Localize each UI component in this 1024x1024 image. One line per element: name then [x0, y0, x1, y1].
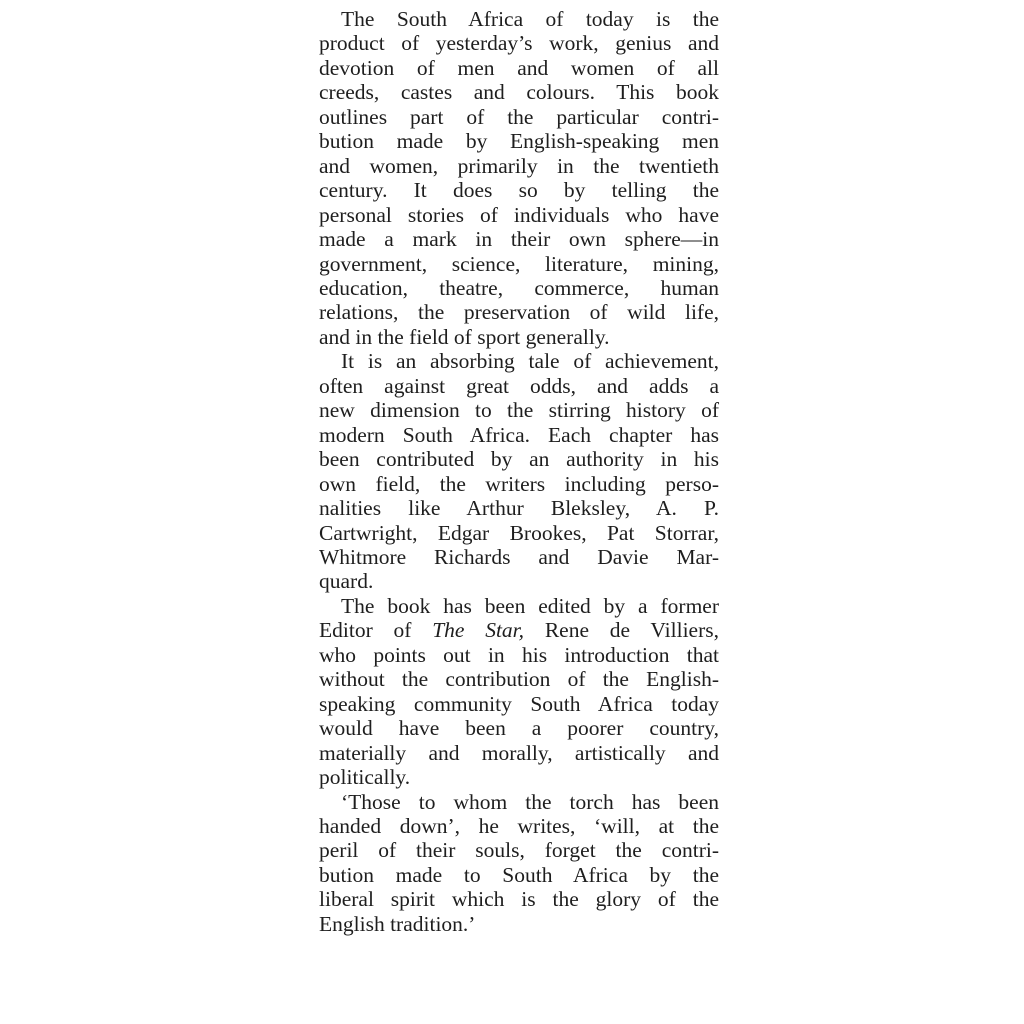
newspaper-title: The Star, [432, 618, 525, 643]
text-line: The South Africa of today is the [341, 7, 719, 31]
text-line: quard. [319, 569, 374, 594]
text-line: government, science, literature, mining, [319, 251, 719, 276]
text-line: own field, the writers including perso- [319, 471, 719, 496]
text-line: Whitmore Richards and Davie Mar- [319, 544, 719, 569]
text-line: been contributed by an authority in his [319, 447, 719, 472]
paragraph-3 [319, 594, 719, 790]
text-line: who points out in his introduction that [319, 642, 719, 667]
text-line: Cartwright, Edgar Brookes, Pat Storrar, [319, 520, 719, 545]
text-line: The book has been edited by a former [341, 593, 719, 618]
text-line: speaking community South Africa today [319, 691, 719, 716]
text-line: peril of their souls, forget the contri- [319, 838, 719, 863]
text-line: nalities like Arthur Bleksley, A. P. [319, 496, 719, 521]
text-line: bution made to South Africa by the [319, 862, 719, 887]
text-line: education, theatre, commerce, human [319, 275, 719, 300]
text-line: creeds, castes and colours. This book [319, 80, 719, 105]
text-line: modern South Africa. Each chapter has [319, 422, 719, 447]
text-line: product of yesterday’s work, genius and [319, 31, 719, 56]
text-line: new dimension to the stirring history of [319, 398, 719, 423]
text-line: would have been a poorer country, [319, 716, 719, 741]
text-line: often against great odds, and adds a [319, 373, 719, 398]
paragraph-2 [319, 349, 719, 594]
text-line: ‘Those to whom the torch has been [341, 789, 719, 814]
text-line: without the contribution of the English- [319, 667, 719, 692]
text-line: and in the field of sport generally. [319, 324, 610, 349]
text-line [319, 618, 719, 642]
text-line: made a mark in their own sphere—in [319, 227, 719, 252]
text-fragment: Editor of [319, 618, 433, 643]
text-line: materially and morally, artistically and [319, 740, 719, 765]
text-line: relations, the preservation of wild life, [319, 300, 719, 325]
text-column [319, 7, 719, 936]
text-line: century. It does so by telling the [319, 178, 719, 203]
paragraph-4 [319, 790, 719, 937]
text-line: English tradition.’ [319, 911, 476, 936]
text-line: handed down’, he writes, ‘will, at the [319, 813, 719, 838]
text-line: politically. [319, 765, 411, 790]
text-fragment: Rene de Villiers, [524, 618, 719, 643]
text-line: It is an absorbing tale of achievement, [341, 349, 719, 374]
text-line: liberal spirit which is the glory of the [319, 887, 719, 912]
paragraph-1 [319, 7, 719, 349]
text-line: and women, primarily in the twentieth [319, 153, 719, 178]
text-line: devotion of men and women of all [319, 55, 719, 80]
text-line: personal stories of individuals who have [319, 202, 719, 227]
text-line: bution made by English-speaking men [319, 129, 719, 154]
text-line: outlines part of the particular contri- [319, 104, 719, 129]
